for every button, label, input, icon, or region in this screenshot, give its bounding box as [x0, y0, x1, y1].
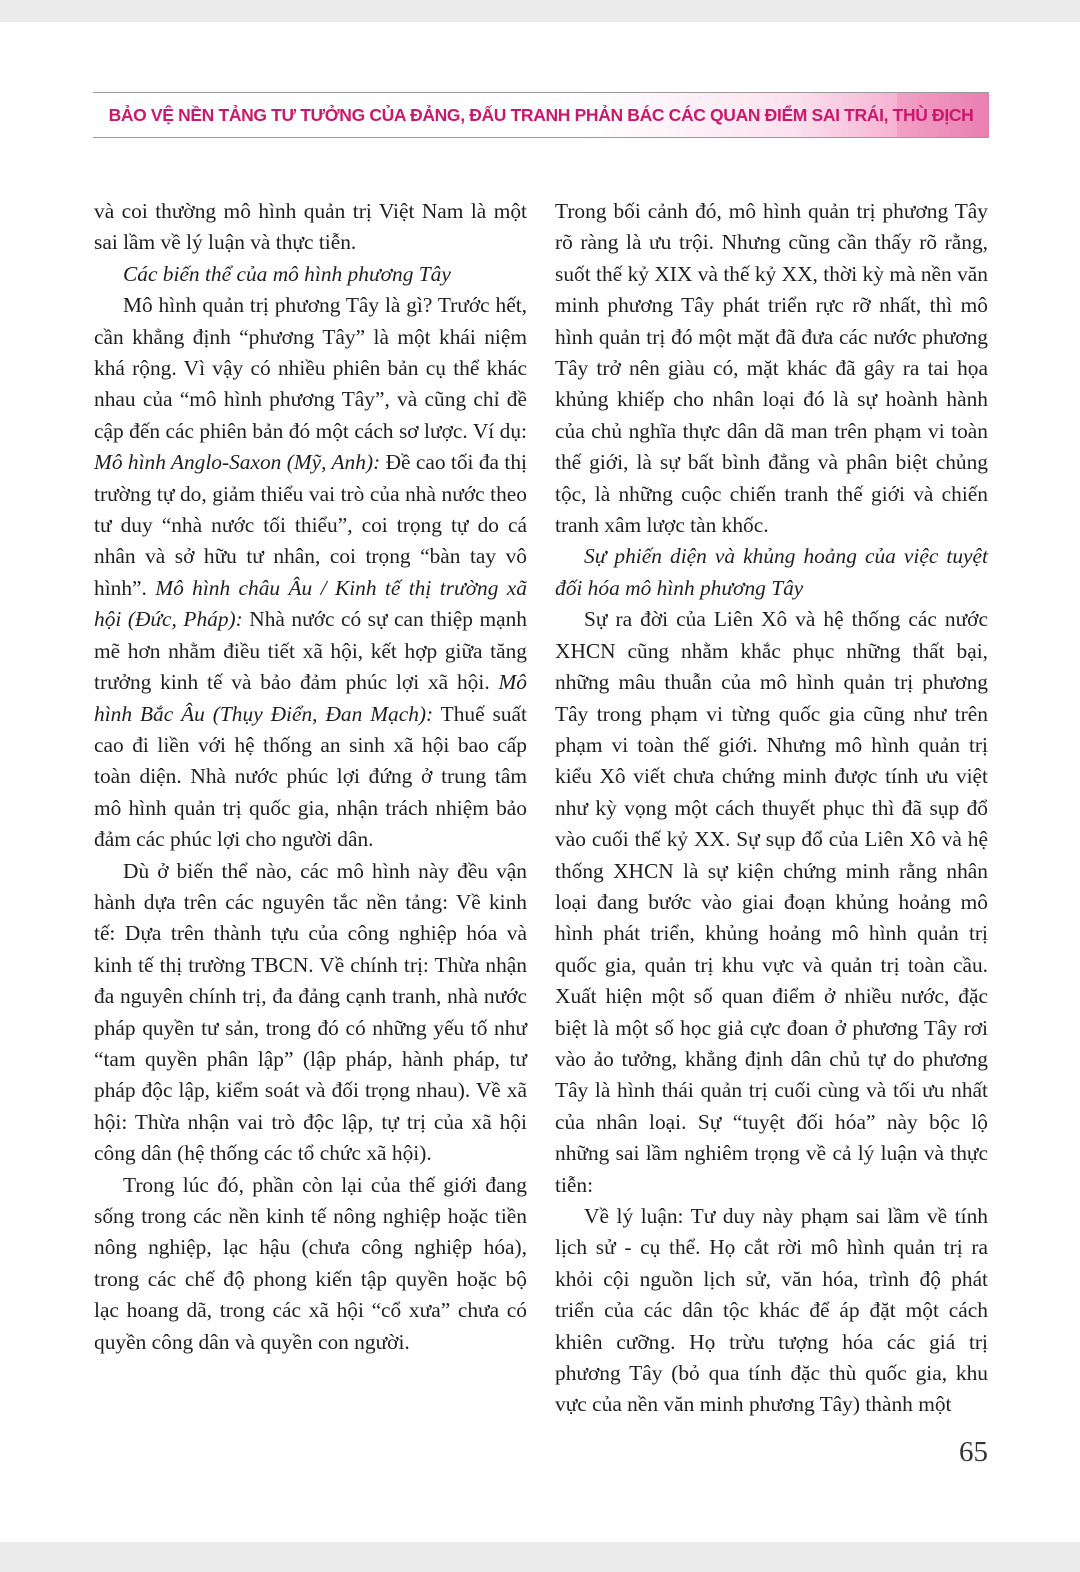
section-header-band	[93, 92, 989, 138]
paragraph-text: Nhà nước có sự can thiệp mạnh mẽ hơn nhằm điều tiết xã hội, kết hợp giữa tăng trưởng kinh tế và bảo đảm phúc lợi xã hội.	[94, 607, 527, 695]
paragraph	[94, 290, 527, 855]
model-name-nordic: Mô hình Bắc Âu (Thụy Điển, Đan Mạch):	[94, 670, 527, 726]
paragraph: Về lý luận: Tư duy này phạm sai lầm về tính lịch sử - cụ thể. Họ cắt rời mô hình quản trị ra khỏi cội nguồn lịch sử, văn hóa, trình độ phát triển của các dân tộc khác để áp đặt một cách khiên cưỡng. Họ trừu tượng hóa các giá trị phương Tây (bỏ qua tính đặc thù quốc gia, khu vực của nền văn minh phương Tây) thành một	[555, 1204, 988, 1417]
paragraph: và coi thường mô hình quản trị Việt Nam là một sai lầm về lý luận và thực tiễn.	[94, 199, 527, 255]
section-header-title: BẢO VỆ NỀN TẢNG TƯ TƯỞNG CỦA ĐẢNG, ĐẤU TRANH PHẢN BÁC CÁC QUAN ĐIỂM SAI TRÁI, THÙ ĐỊCH	[108, 105, 974, 125]
left-column	[94, 196, 527, 1358]
right-column	[555, 196, 988, 1421]
paragraph-text: Đề cao tối đa thị trường tự do, giảm thiểu vai trò của nhà nước theo tư duy “nhà nước tối thiểu”, coi trọng tự do cá nhân và sở hữu tư nhân, coi trọng “bàn tay vô hình”.	[94, 450, 527, 600]
model-name-anglo-saxon: Mô hình Anglo-Saxon (Mỹ, Anh):	[94, 450, 381, 475]
paragraph: Dù ở biến thể nào, các mô hình này đều vận hành dựa trên các nguyên tắc nền tảng: Về kinh tế: Dựa trên thành tựu của công nghiệp hóa và kinh tế thị trường TBCN. Về chính trị: Thừa nhận đa nguyên chính trị, đa đảng cạnh tranh, nhà nước pháp quyền tư sản, trong đó có những yếu tố như “tam quyền phân lập” (lập pháp, hành pháp, tư pháp độc lập, kiểm soát và đối trọng nhau). Về xã hội: Thừa nhận vai trò độc lập, tự trị của xã hội công dân (hệ thống các tổ chức xã hội).	[94, 858, 527, 1166]
paragraph-text: Thuế suất cao đi liền với hệ thống an sinh xã hội bao cấp toàn diện. Nhà nước phúc lợi đứng ở trung tâm mô hình quản trị quốc gia, nhận trách nhiệm bảo đảm các phúc lợi cho người dân.	[94, 701, 527, 852]
model-name-europe: Mô hình châu Âu / Kinh tế thị trường xã hội (Đức, Pháp):	[94, 575, 527, 632]
paragraph: Trong bối cảnh đó, mô hình quản trị phương Tây rõ ràng là ưu trội. Nhưng cũng cần thấy rõ rằng, suốt thế kỷ XIX và thế kỷ XX, thời kỳ mà nền văn minh phương Tây phát triển rực rỡ nhất, thì mô hình quản trị đó một mặt đã đưa các nước phương Tây trở nên giàu có, mặt khác đã gây ra tai họa khủng khiếp cho nhân loại đó là sự hoành hành của chủ nghĩa thực dân dã man trên phạm vi toàn thế giới, là sự bất bình đẳng và phân biệt chủng tộc, là những cuộc chiến tranh thế giới và chiến tranh xâm lược tàn khốc.	[555, 199, 988, 538]
subheading: Các biến thể của mô hình phương Tây	[123, 261, 451, 286]
subheading: Sự phiến diện và khủng hoảng của việc tuyệt đối hóa mô hình phương Tây	[555, 544, 988, 600]
paragraph-text: Mô hình quản trị phương Tây là gì? Trước hết, cần khẳng định “phương Tây” là một khái niệm khá rộng. Vì vậy có nhiều phiên bản cụ thể khác nhau của “mô hình phương Tây”, và cũng chỉ đề cập đến các phiên bản đó một cách sơ lược. Ví dụ:	[94, 293, 527, 443]
page-number: 65	[959, 1436, 988, 1468]
paragraph: Trong lúc đó, phần còn lại của thế giới đang sống trong các nền kinh tế nông nghiệp hoặc tiền nông nghiệp, lạc hậu (chưa công nghiệp hóa), trong các chế độ phong kiến tập quyền hoặc bộ lạc hoang dã, trong các xã hội “cổ xưa” chưa có quyền công dân và quyền con người.	[94, 1172, 527, 1354]
paragraph: Sự ra đời của Liên Xô và hệ thống các nước XHCN cũng nhằm khắc phục những thất bại, những mâu thuẫn của mô hình quản trị phương Tây trong phạm vi từng quốc gia cũng như trên phạm vi toàn thế giới. Nhưng mô hình quản trị kiểu Xô viết chưa chứng minh được tính ưu việt như kỳ vọng một cách thuyết phục thì đã sụp đổ vào cuối thế kỷ XX. Sự sụp đổ của Liên Xô và hệ thống XHCN là sự kiện chứng minh rằng nhân loại đang bước vào giai đoạn khủng hoảng mô hình phát triển, khủng hoảng mô hình quản trị quốc gia, quản trị khu vực và quản trị toàn cầu. Xuất hiện một số quan điểm ở nhiều nước, đặc biệt là một số học giả cực đoan ở phương Tây rơi vào ảo tưởng, khẳng định dân chủ tự do phương Tây là hình thái quản trị cuối cùng và tối ưu nhất của nhân loại. Sự “tuyệt đối hóa” này bộc lộ những sai lầm nghiêm trọng về cả lý luận và thực tiễn:	[555, 607, 988, 1197]
